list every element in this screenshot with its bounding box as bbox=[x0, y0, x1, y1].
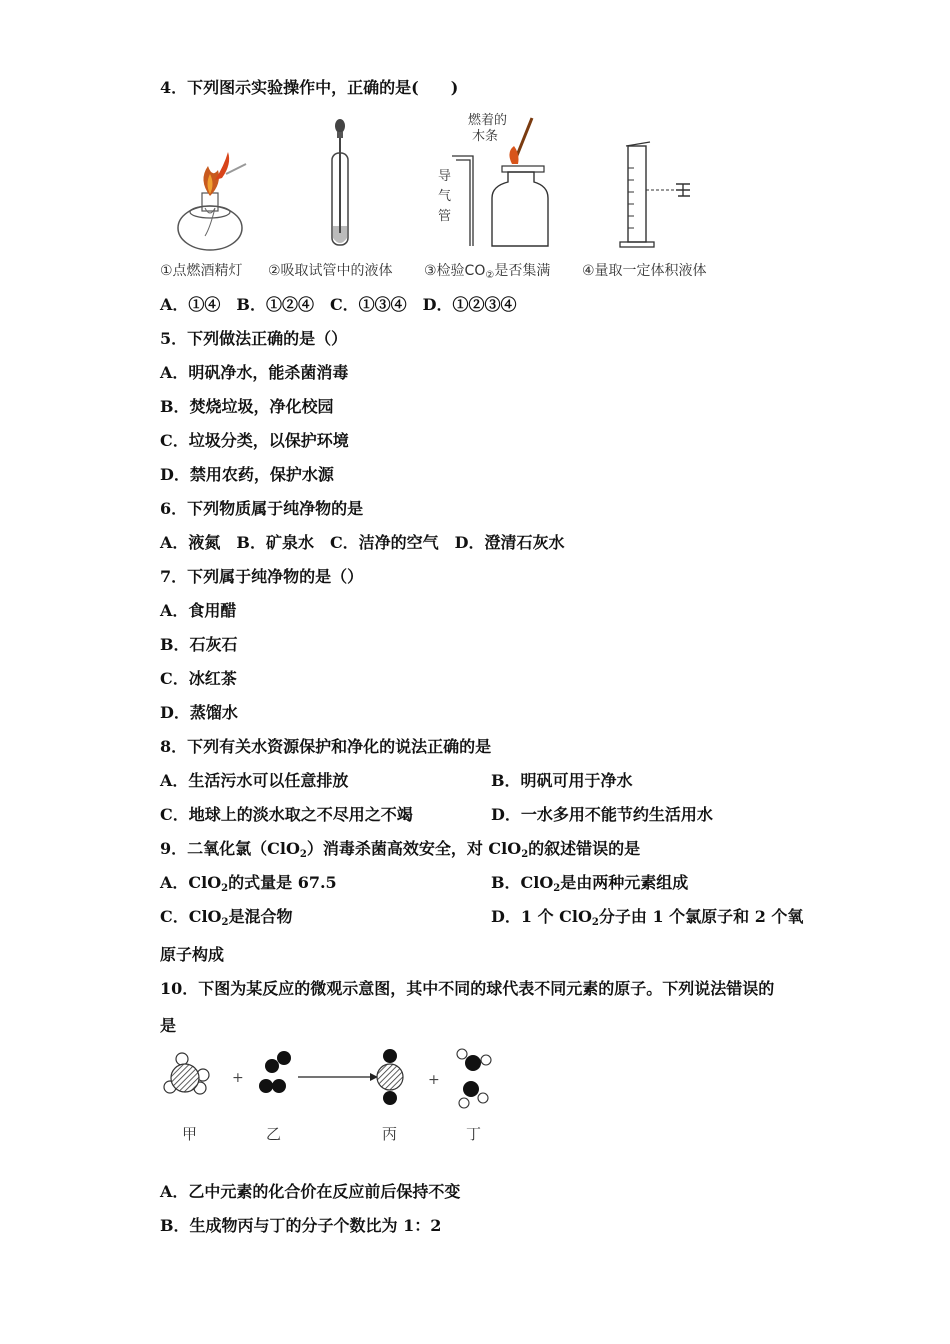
gas-bottle-icon bbox=[438, 113, 548, 246]
q8-option-a: A．生活污水可以任意排放 bbox=[160, 771, 349, 790]
q6-stem: 6．下列物质属于纯净物的是 bbox=[160, 499, 364, 518]
q6-options: A．液氮 B．矿泉水 C．洁净的空气 D．澄清石灰水 bbox=[160, 533, 565, 552]
q5-option-d: D．禁用农药，保护水源 bbox=[160, 465, 334, 484]
arrow-right-icon bbox=[298, 1073, 378, 1081]
q8-option-b: B．明矾可用于净水 bbox=[491, 771, 633, 790]
caption-4: ④量取一定体积液体 bbox=[582, 263, 707, 279]
alcohol-lamp-icon bbox=[178, 152, 246, 250]
molecule-ding-icon bbox=[457, 1049, 491, 1108]
q7-option-a: A．食用醋 bbox=[160, 601, 237, 620]
q5-option-b: B．焚烧垃圾，净化校园 bbox=[160, 397, 334, 416]
q7-stem: 7．下列属于纯净物的是（） bbox=[160, 567, 364, 586]
measuring-cylinder-icon bbox=[620, 142, 690, 247]
label-jia: 甲 bbox=[182, 1125, 198, 1143]
q4-options: A．①④ B．①②④ C．①③④ D．①②③④ bbox=[160, 295, 517, 314]
q9-option-b: B．ClO$_2$是由两种元素组成 bbox=[491, 873, 689, 894]
molecule-yi-icon bbox=[259, 1051, 291, 1093]
q10-figure bbox=[160, 1042, 520, 1152]
q8-option-d: D．一水多用不能节约生活用水 bbox=[491, 805, 713, 824]
label-ding: 丁 bbox=[466, 1125, 482, 1143]
label-bing: 丙 bbox=[382, 1125, 398, 1143]
q10-stem-line2: 是 bbox=[160, 1016, 177, 1035]
q5-option-c: C．垃圾分类，以保护环境 bbox=[160, 431, 349, 450]
q4-figure bbox=[160, 108, 740, 258]
q7-option-c: C．冰红茶 bbox=[160, 669, 237, 688]
q4-stem: 4．下列图示实验操作中，正确的是( ) bbox=[160, 78, 459, 97]
dropper-tube-icon bbox=[332, 119, 348, 245]
wood-strip-label-2: 木条 bbox=[472, 129, 499, 144]
q10-option-b: B．生成物丙与丁的分子个数比为 1：2 bbox=[160, 1216, 442, 1235]
molecule-jia-icon bbox=[164, 1053, 209, 1094]
q9-option-c: C．ClO$_2$是混合物 bbox=[160, 907, 293, 928]
q10-option-a: A．乙中元素的化合价在反应前后保持不变 bbox=[160, 1182, 461, 1201]
plus-sign-1: + bbox=[232, 1070, 244, 1086]
q8-option-c: C．地球上的淡水取之不尽用之不竭 bbox=[160, 805, 413, 824]
q9-option-a: A．ClO$_2$的式量是 67.5 bbox=[160, 873, 337, 894]
wood-strip-label-1: 燃着的 bbox=[468, 113, 508, 128]
q8-stem: 8．下列有关水资源保护和净化的说法正确的是 bbox=[160, 737, 492, 756]
caption-2: ②吸取试管中的液体 bbox=[268, 263, 393, 279]
q9-option-d-cont: 原子构成 bbox=[160, 945, 225, 964]
caption-1: ①点燃酒精灯 bbox=[160, 263, 243, 279]
gas-tube-label-2: 气 bbox=[438, 189, 452, 204]
q9-option-d: D．1 个 ClO$_2$分子由 1 个氯原子和 2 个氧 bbox=[491, 907, 804, 928]
q7-option-d: D．蒸馏水 bbox=[160, 703, 238, 722]
q10-stem-line1: 10．下图为某反应的微观示意图，其中不同的球代表不同元素的原子。下列说法错误的 bbox=[160, 979, 775, 998]
caption-3: ③检验$CO_②$是否集满 bbox=[424, 263, 551, 281]
q5-stem: 5．下列做法正确的是（） bbox=[160, 329, 348, 348]
plus-sign-2: + bbox=[428, 1072, 440, 1088]
q5-option-a: A．明矾净水，能杀菌消毒 bbox=[160, 363, 349, 382]
q7-option-b: B．石灰石 bbox=[160, 635, 238, 654]
q9-stem: 9．二氧化氯（ClO$_2$）消毒杀菌高效安全，对 ClO$_2$的叙述错误的是 bbox=[160, 839, 641, 860]
label-yi: 乙 bbox=[266, 1125, 282, 1143]
molecule-bing-icon bbox=[377, 1049, 403, 1105]
gas-tube-label-1: 导 bbox=[438, 169, 452, 184]
gas-tube-label-3: 管 bbox=[438, 209, 452, 224]
